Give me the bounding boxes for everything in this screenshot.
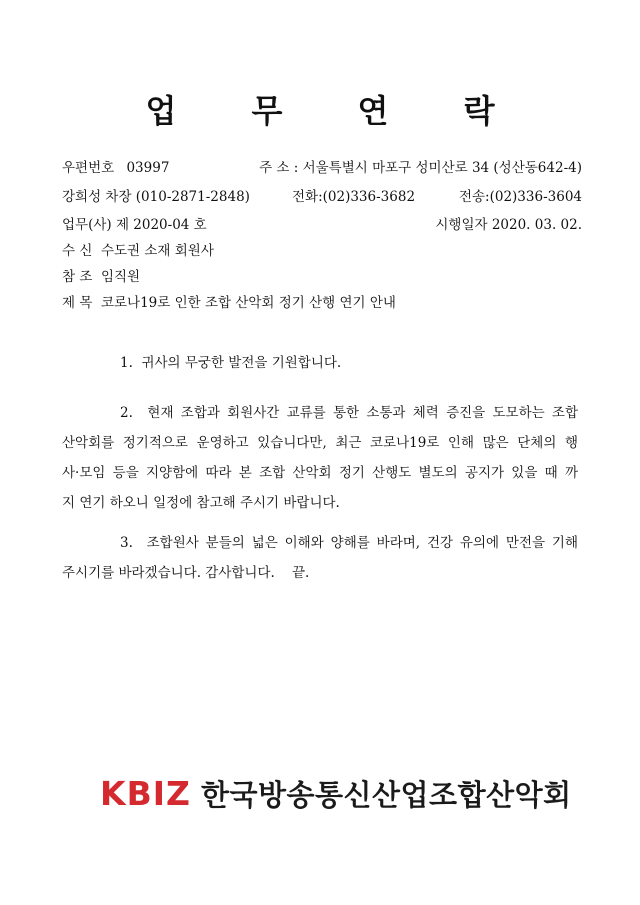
- paragraph-3-line-2: 주시기를 바라겠습니다. 감사합니다. 끝.: [62, 565, 310, 581]
- subject-line: [62, 291, 582, 315]
- phone-number: 전화:(02)336-3682: [292, 189, 416, 205]
- paragraph-2: [62, 398, 578, 518]
- footer: [100, 768, 572, 818]
- paragraph-2-line-1: 2. 현재 조합과 회원사간 교류를 통한 소통과 체력 증진을 도모하는 조합: [120, 405, 578, 421]
- paragraph-3: [62, 528, 578, 588]
- postal-line: [62, 156, 582, 180]
- docno-line: [62, 213, 582, 237]
- organization-name: 한국방송통신산업조합산악회: [200, 777, 572, 812]
- contact-person: 강희성 차장 (010-2871-2848): [62, 189, 250, 205]
- address: 주 소 : 서울특별시 마포구 성미산로 34 (성산동642-4): [259, 160, 582, 176]
- recipient-line: [62, 239, 582, 263]
- paragraph-3-line-1: 3. 조합원사 분들의 넓은 이해와 양해를 바라며, 건강 유의에 만전을 기해: [120, 535, 578, 551]
- paragraph-1: [62, 348, 578, 378]
- issue-date: 시행일자 2020. 03. 02.: [435, 217, 582, 233]
- paragraph-1-line: 1. 귀사의 무궁한 발전을 기원합니다.: [120, 355, 342, 371]
- paragraph-2-line-3: 사·모임 등을 지양함에 따라 본 조합 산악회 정기 산행도 별도의 공지가 있을 때 까: [62, 465, 578, 481]
- kbiz-logo: KBIZ: [100, 773, 191, 813]
- paragraph-2-line-2: 산악회를 정기적으로 운영하고 있습니다만, 최근 코로나19로 인해 많은 단체의 행: [62, 435, 578, 451]
- subject: 제 목 코로나19로 인한 조합 산악회 정기 산행 연기 안내: [62, 295, 396, 311]
- paragraph-2-line-4: 지 연기 하오니 일정에 참고해 주시기 바랍니다.: [62, 495, 340, 511]
- document-number: 업무(사) 제 2020-04 호: [62, 217, 207, 233]
- contact-line: [62, 185, 582, 209]
- reference: 참 조 임직원: [62, 269, 141, 285]
- reference-line: [62, 265, 582, 289]
- recipient: 수 신 수도권 소재 회원사: [62, 243, 214, 259]
- document-title: 업 무 연 락: [145, 92, 527, 130]
- postal-code: 03997: [126, 160, 170, 176]
- fax-number: 전송:(02)336-3604: [458, 189, 582, 205]
- postal-label: 우편번호: [62, 160, 115, 176]
